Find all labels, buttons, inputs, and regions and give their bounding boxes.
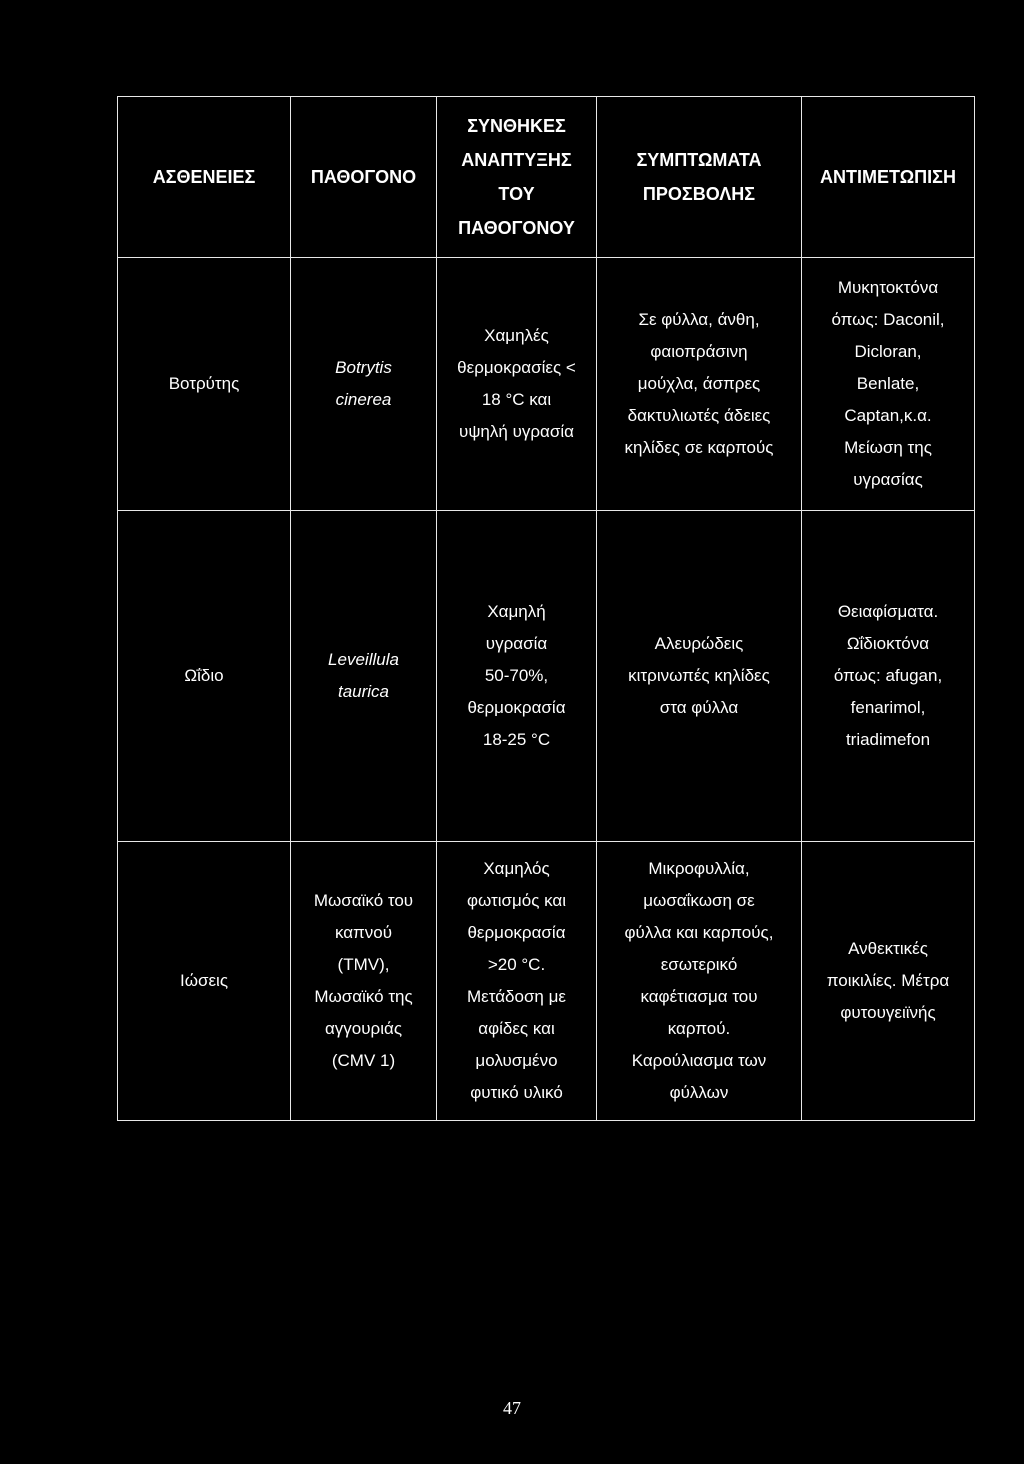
cell-pathogen: Botrytis cinerea (291, 258, 437, 511)
cell-disease: Βοτρύτης (118, 258, 291, 511)
cell-disease: Ιώσεις (118, 842, 291, 1121)
cell-symptoms: Αλευρώδεις κιτρινωπές κηλίδες στα φύλλα (597, 511, 802, 842)
cell-disease: Ωΐδιο (118, 511, 291, 842)
header-symptoms: ΣΥΜΠΤΩΜΑΤΑ ΠΡΟΣΒΟΛΗΣ (597, 97, 802, 258)
header-pathogen: ΠΑΘΟΓΟΝΟ (291, 97, 437, 258)
table-row (118, 258, 975, 511)
header-conditions: ΣΥΝΘΗΚΕΣ ΑΝΑΠΤΥΞΗΣ ΤΟΥ ΠΑΘΟΓΟΝΟΥ (437, 97, 597, 258)
disease-table (117, 96, 975, 1121)
cell-treatment: Μυκητοκτόνα όπως: Daconil, Dicloran, Benlate, Captan,κ.α. Μείωση της υγρασίας (802, 258, 975, 511)
cell-pathogen: Μωσαϊκό του καπνού (TMV), Μωσαϊκό της αγγουριάς (CMV 1) (291, 842, 437, 1121)
cell-conditions: Χαμηλές θερμοκρασίες < 18 °C και υψηλή υγρασία (437, 258, 597, 511)
cell-conditions: Χαμηλή υγρασία 50-70%, θερμοκρασία 18-25 °C (437, 511, 597, 842)
table-row (118, 842, 975, 1121)
cell-pathogen: Leveillula taurica (291, 511, 437, 842)
cell-treatment: Θειαφίσματα. Ωΐδιοκτόνα όπως: afugan, fenarimol, triadimefon (802, 511, 975, 842)
page-number: 47 (503, 1398, 521, 1418)
cell-conditions: Χαμηλός φωτισμός και θερμοκρασία >20 °C. Μετάδοση με αφίδες και μολυσμένο φυτικό υλικό (437, 842, 597, 1121)
cell-symptoms: Μικροφυλλία, μωσαΐκωση σε φύλλα και καρπούς, εσωτερικό καφέτιασμα του καρπού. Καρούλιασμα των φύλλων (597, 842, 802, 1121)
table-header-row (118, 97, 975, 258)
table-row (118, 511, 975, 842)
cell-treatment: Ανθεκτικές ποικιλίες. Μέτρα φυτουγειϊνής (802, 842, 975, 1121)
header-diseases: ΑΣΘΕΝΕΙΕΣ (118, 97, 291, 258)
cell-symptoms: Σε φύλλα, άνθη, φαιοπράσινη μούχλα, άσπρες δακτυλιωτές άδειες κηλίδες σε καρπούς (597, 258, 802, 511)
header-treatment: ΑΝΤΙΜΕΤΩΠΙΣΗ (802, 97, 975, 258)
